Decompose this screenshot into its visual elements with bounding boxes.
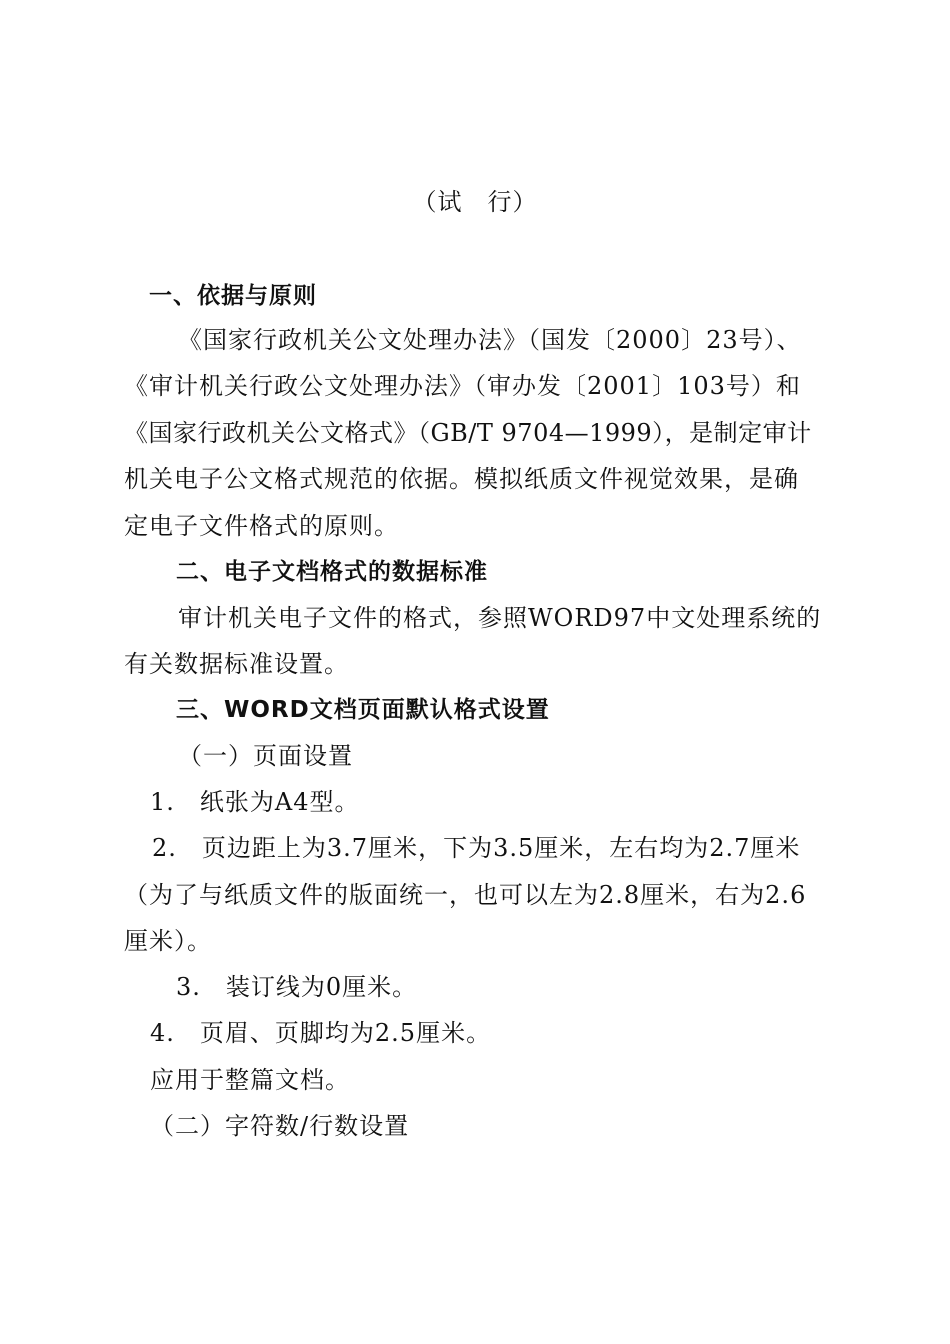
section-1-line-5: 定电子文件格式的原则。 (124, 512, 399, 540)
list-item-2-line-2: （为了与纸质文件的版面统一，也可以左为2.8厘米，右为2.6 (124, 881, 807, 909)
subsection-1-heading: （一）页面设置 (178, 742, 353, 770)
section-1-heading: 一、依据与原则 (149, 283, 317, 309)
list-item-2-line-1: 2. 页边距上为3.7厘米，下为3.5厘米，左右均为2.7厘米 (152, 834, 801, 862)
subtitle: （试 行） (412, 188, 538, 216)
section-2-line-2: 有关数据标准设置。 (124, 650, 349, 678)
section-1-line-4: 机关电子公文格式规范的依据。模拟纸质文件视觉效果，是确 (124, 465, 799, 493)
section-3-heading: 三、WORD文档页面默认格式设置 (176, 697, 550, 723)
list-item-2-line-3: 厘米）。 (124, 927, 212, 955)
section-1-line-1: 《国家行政机关公文处理办法》（国发〔2000〕23号）、 (178, 326, 802, 354)
section-1-line-3: 《国家行政机关公文格式》（GB/T 9704—1999），是制定审计 (124, 419, 812, 447)
section-2-heading: 二、电子文档格式的数据标准 (176, 559, 488, 585)
apply-note: 应用于整篇文档。 (150, 1066, 350, 1094)
section-1-line-2: 《审计机关行政公文处理办法》（审办发〔2001〕103号）和 (124, 372, 801, 400)
list-item-1: 1. 纸张为A4型。 (150, 788, 360, 816)
section-2-line-1: 审计机关电子文件的格式，参照WORD97中文处理系统的 (178, 604, 822, 632)
subsection-2-heading: （二）字符数/行数设置 (150, 1112, 410, 1140)
list-item-4: 4. 页眉、页脚均为2.5厘米。 (150, 1019, 492, 1047)
list-item-3: 3. 装订线为0厘米。 (176, 973, 418, 1001)
